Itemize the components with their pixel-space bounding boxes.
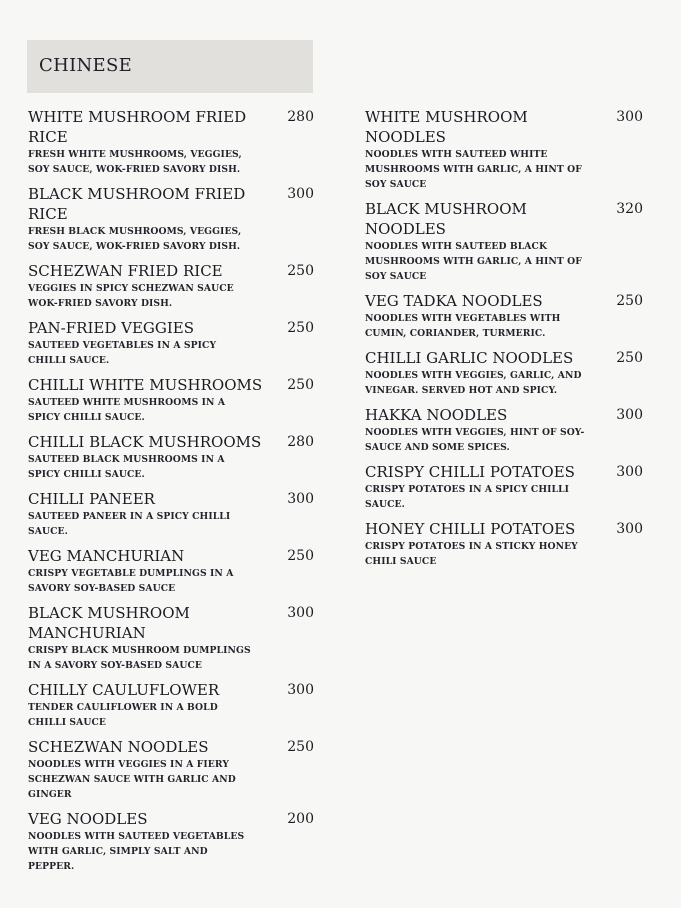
item-name: BLACK MUSHROOM FRIED RICE bbox=[28, 185, 246, 223]
item-price: 280 bbox=[287, 109, 314, 125]
item-name: SCHEZWAN NOODLES bbox=[28, 738, 209, 756]
item-name: CHILLI PANEER bbox=[28, 490, 155, 508]
menu-item bbox=[28, 809, 318, 874]
item-description: SAUTEED BLACK MUSHROOMS IN A SPICY CHILLI SAUCE. bbox=[28, 454, 225, 480]
item-price: 200 bbox=[287, 811, 314, 827]
menu-item bbox=[28, 680, 318, 730]
menu-item bbox=[365, 199, 647, 284]
item-price: 300 bbox=[287, 491, 314, 507]
item-name: WHITE MUSHROOM FRIED RICE bbox=[28, 108, 247, 146]
item-name: BLACK MUSHROOM NOODLES bbox=[365, 200, 527, 238]
menu-item bbox=[28, 603, 318, 673]
menu-item bbox=[365, 107, 647, 192]
menu-item bbox=[365, 291, 647, 341]
item-name: CHILLI BLACK MUSHROOMS bbox=[28, 433, 262, 451]
item-description: VEGGIES IN SPICY SCHEZWAN SAUCE WOK-FRIED SAVORY DISH. bbox=[28, 283, 234, 309]
item-price: 250 bbox=[616, 350, 643, 366]
item-description: CRISPY VEGETABLE DUMPLINGS IN A SAVORY SOY-BASED SAUCE bbox=[28, 568, 234, 594]
menu-item bbox=[28, 737, 318, 802]
item-price: 250 bbox=[616, 293, 643, 309]
menu-item bbox=[365, 405, 647, 455]
item-description: FRESH BLACK MUSHROOMS, VEGGIES, SOY SAUCE, WOK-FRIED SAVORY DISH. bbox=[28, 226, 242, 252]
menu-item bbox=[365, 348, 647, 398]
item-price: 300 bbox=[287, 186, 314, 202]
section-title: CHINESE bbox=[39, 55, 133, 76]
item-name: VEG MANCHURIAN bbox=[28, 547, 185, 565]
item-price: 300 bbox=[287, 605, 314, 621]
item-description: SAUTEED VEGETABLES IN A SPICY CHILLI SAUCE. bbox=[28, 340, 217, 366]
menu-item bbox=[28, 375, 318, 425]
menu-item bbox=[28, 107, 318, 177]
item-name: SCHEZWAN FRIED RICE bbox=[28, 262, 223, 280]
item-price: 300 bbox=[616, 521, 643, 537]
right-column bbox=[365, 107, 647, 569]
item-price: 250 bbox=[287, 320, 314, 336]
item-description: FRESH WHITE MUSHROOMS, VEGGIES, SOY SAUCE, WOK-FRIED SAVORY DISH. bbox=[28, 149, 242, 175]
menu-item bbox=[28, 184, 318, 254]
item-description: NOODLES WITH SAUTEED WHITE MUSHROOMS WITH GARLIC, A HINT OF SOY SAUCE bbox=[365, 149, 582, 190]
item-description: SAUTEED WHITE MUSHROOMS IN A SPICY CHILLI SAUCE. bbox=[28, 397, 226, 423]
item-description: CRISPY POTATOES IN A STICKY HONEY CHILI SAUCE bbox=[365, 541, 578, 567]
item-price: 300 bbox=[616, 464, 643, 480]
item-description: NOODLES WITH VEGGIES, GARLIC, AND VINEGAR. SERVED HOT AND SPICY. bbox=[365, 370, 582, 396]
item-price: 320 bbox=[616, 201, 643, 217]
item-description: NOODLES WITH SAUTEED BLACK MUSHROOMS WITH GARLIC, A HINT OF SOY SAUCE bbox=[365, 241, 582, 282]
menu-item bbox=[28, 432, 318, 482]
item-price: 250 bbox=[287, 739, 314, 755]
item-price: 300 bbox=[616, 407, 643, 423]
item-description: NOODLES WITH VEGGIES, HINT OF SOY-SAUCE AND SOME SPICES. bbox=[365, 427, 585, 453]
menu-item bbox=[365, 462, 647, 512]
item-description: NOODLES WITH SAUTEED VEGETABLES WITH GARLIC, SIMPLY SALT AND PEPPER. bbox=[28, 831, 245, 872]
item-description: NOODLES WITH VEGGIES IN A FIERY SCHEZWAN SAUCE WITH GARLIC AND GINGER bbox=[28, 759, 236, 800]
item-price: 300 bbox=[616, 109, 643, 125]
left-column bbox=[28, 107, 318, 874]
item-name: HONEY CHILLI POTATOES bbox=[365, 520, 576, 538]
item-name: HAKKA NOODLES bbox=[365, 406, 508, 424]
item-price: 250 bbox=[287, 548, 314, 564]
item-description: SAUTEED PANEER IN A SPICY CHILLI SAUCE. bbox=[28, 511, 231, 537]
item-description: CRISPY POTATOES IN A SPICY CHILLI SAUCE. bbox=[365, 484, 570, 510]
item-price: 300 bbox=[287, 682, 314, 698]
menu-item bbox=[28, 546, 318, 596]
item-description: CRISPY BLACK MUSHROOM DUMPLINGS IN A SAVORY SOY-BASED SAUCE bbox=[28, 645, 251, 671]
item-description: TENDER CAULIFLOWER IN A BOLD CHILLI SAUCE bbox=[28, 702, 218, 728]
menu-item bbox=[28, 261, 318, 311]
item-name: VEG TADKA NOODLES bbox=[365, 292, 543, 310]
item-name: BLACK MUSHROOM MANCHURIAN bbox=[28, 604, 190, 642]
item-price: 250 bbox=[287, 377, 314, 393]
item-description: NOODLES WITH VEGETABLES WITH CUMIN, CORIANDER, TURMERIC. bbox=[365, 313, 561, 339]
item-name: VEG NOODLES bbox=[28, 810, 148, 828]
menu-item bbox=[28, 489, 318, 539]
item-name: CRISPY CHILLI POTATOES bbox=[365, 463, 575, 481]
item-price: 250 bbox=[287, 263, 314, 279]
section-header bbox=[27, 40, 313, 93]
item-price: 280 bbox=[287, 434, 314, 450]
menu-item bbox=[365, 519, 647, 569]
item-name: CHILLI WHITE MUSHROOMS bbox=[28, 376, 263, 394]
item-name: WHITE MUSHROOM NOODLES bbox=[365, 108, 528, 146]
item-name: CHILLI GARLIC NOODLES bbox=[365, 349, 574, 367]
item-name: CHILLY CAULUFLOWER bbox=[28, 681, 220, 699]
menu-item bbox=[28, 318, 318, 368]
item-name: PAN-FRIED VEGGIES bbox=[28, 319, 195, 337]
